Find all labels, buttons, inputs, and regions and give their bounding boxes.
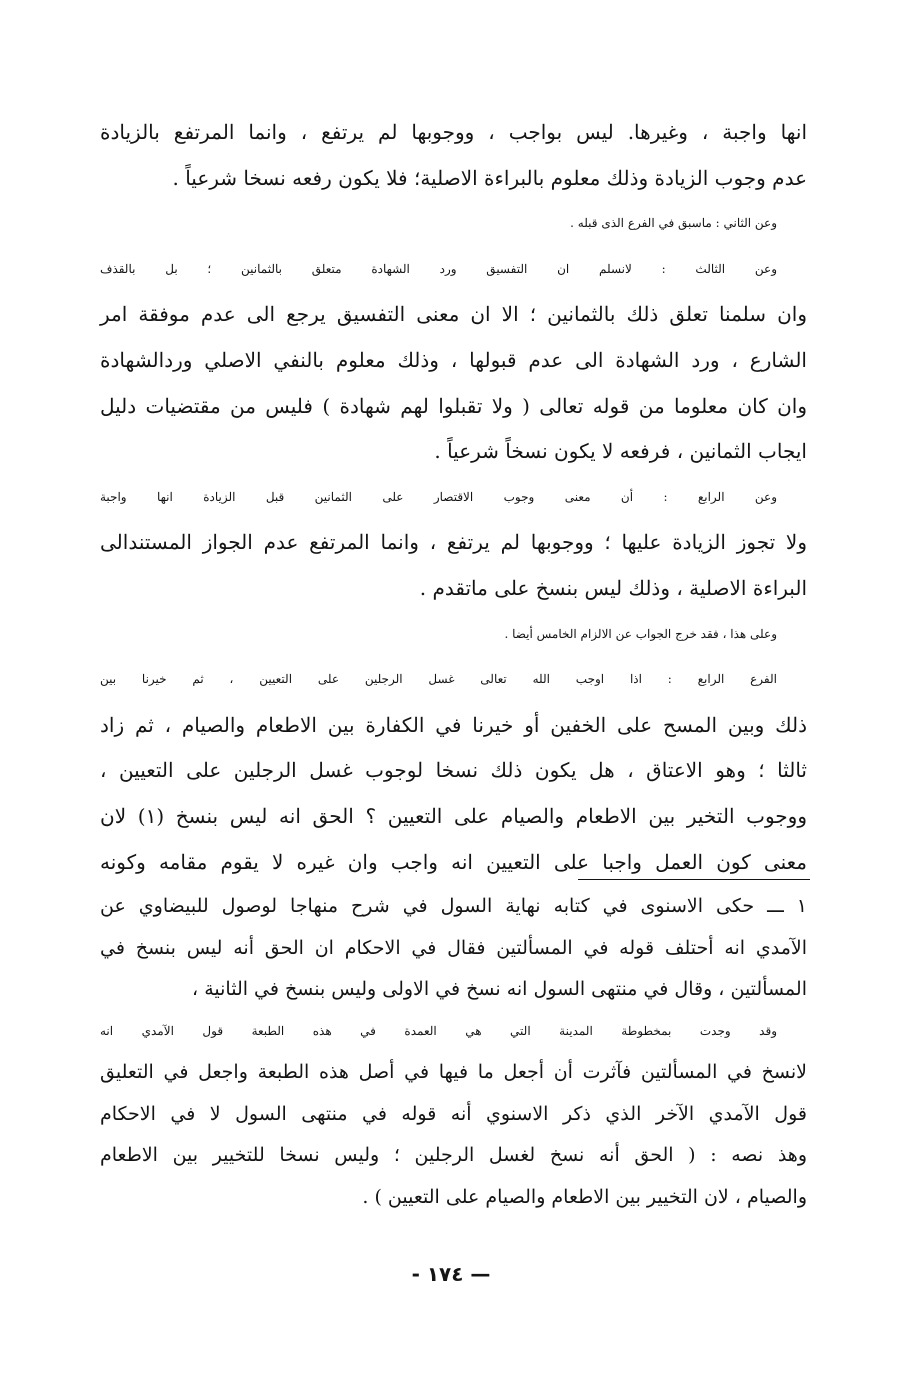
- text-line: وعلى هذا ، فقد خرج الجواب عن الالزام الخامس أيضا .: [504, 626, 777, 641]
- text-line: الفرع الرابع : اذا اوجب الله تعالى غسل الرجلين على التعيين ، ثم خيرنا بين: [100, 672, 777, 687]
- paragraph-3: [100, 247, 807, 475]
- page-number: — ١٧٤ -: [411, 1262, 491, 1286]
- text-line: وهذ نصه : ( الحق أنه نسخ لغسل الرجلين ؛ وليس نسخا للتخيير بين الاطعام: [100, 1144, 807, 1166]
- text-line: وعن الثاني : ماسبق في الفرع الذى قبله .: [570, 216, 777, 231]
- text-line: قول الآمدي الآخر الذي ذكر الاسنوي أنه قوله في منتهى السول لا في الاحكام: [100, 1102, 807, 1125]
- text-line: وعن الثالث : لانسلم ان التفسيق ورد الشهادة متعلق بالثمانين ؛ بل بالقذف: [100, 261, 777, 276]
- paragraph-4: [100, 475, 807, 612]
- paragraph-6: [100, 657, 807, 885]
- text-line: وان كان معلوما من قوله تعالى ( ولا تقبلوا لهم شهادة ) فليس من مقتضيات دليل: [100, 393, 807, 418]
- text-line: الآمدي انه أحتلف قوله في المسألتين فقال في الاحكام ان الحق أنه ليس بنسخ في: [100, 936, 807, 959]
- text-line: ولا تجوز الزيادة عليها ؛ ووجوبها لم يرتفع ، وانما المرتفع عدم الجواز المستندالى: [100, 530, 807, 555]
- text-line: ثالثا ؛ وهو الاعتاق ، هل يكون ذلك نسخا لوجوب غسل الرجلين على التعيين ،: [100, 758, 807, 783]
- footnote-divider: [578, 879, 810, 880]
- text-line: ١ ـــ حكى الاسنوى في كتابه نهاية السول في شرح منهاجا لوصول للبيضاوي عن: [100, 895, 807, 917]
- paragraph-2: [100, 201, 807, 247]
- text-line: عدم وجوب الزيادة وذلك معلوم بالبراءة الاصلية؛ فلا يكون رفعه نسخا شرعياً .: [172, 165, 807, 190]
- main-text: [100, 110, 807, 885]
- paragraph-5: [100, 612, 807, 658]
- text-line: الشارع ، ورد الشهادة الى عدم قبولها ، وذلك معلوم بالنفي الاصلي وردالشهادة: [100, 347, 807, 372]
- text-line: المسألتين ، وقال في منتهى السول انه نسخ في الاولى وليس بنسخ في الثانية ،: [192, 978, 807, 1000]
- text-line: وقد وجدت بمخطوطة المدينة التي هي العمدة في هذه الطبعة قول الآمدي انه: [100, 1023, 777, 1038]
- text-line: وعن الرابع : أن معنى وجوب الاقتصار على الثمانين قبل الزيادة انها واجبة: [100, 489, 777, 504]
- footnote-1: [100, 886, 807, 1011]
- text-line: معنى كون العمل واجبا على التعيين انه واجب وان غيره لا يقوم مقامه وكونه: [100, 849, 807, 874]
- footnotes: [100, 886, 807, 1218]
- text-line: ذلك وبين المسح على الخفين أو خيرنا في الكفارة بين الاطعام والصيام ، ثم زاد: [100, 712, 807, 737]
- text-line: ووجوب التخير بين الاطعام والصيام على التعيين ؟ الحق انه ليس بنسخ (١) لان: [100, 803, 807, 828]
- text-line: وان سلمنا تعلق ذلك بالثمانين ؛ الا ان معنى التفسيق يرجع الى عدم موفقة امر: [100, 302, 807, 327]
- paragraph-1: [100, 110, 807, 201]
- text-line: والصيام ، لان التخيير بين الاطعام والصيام على التعيين ) .: [362, 1185, 807, 1208]
- text-line: انها واجبة ، وغيرها. ليس بواجب ، ووجوبها لم يرتفع ، وانما المرتفع بالزيادة: [100, 120, 808, 144]
- text-line: لانسخ في المسألتين فآثرت أن أجعل ما فيها في أصل هذه الطبعة واجعل في التعليق: [100, 1061, 807, 1083]
- footnote-2: [100, 1011, 807, 1219]
- text-line: ايجاب الثمانين ، فرفعه لا يكون نسخاً شرعياً .: [434, 439, 807, 464]
- text-line: البراءة الاصلية ، وذلك ليس بنسخ على ماتقدم .: [419, 575, 807, 600]
